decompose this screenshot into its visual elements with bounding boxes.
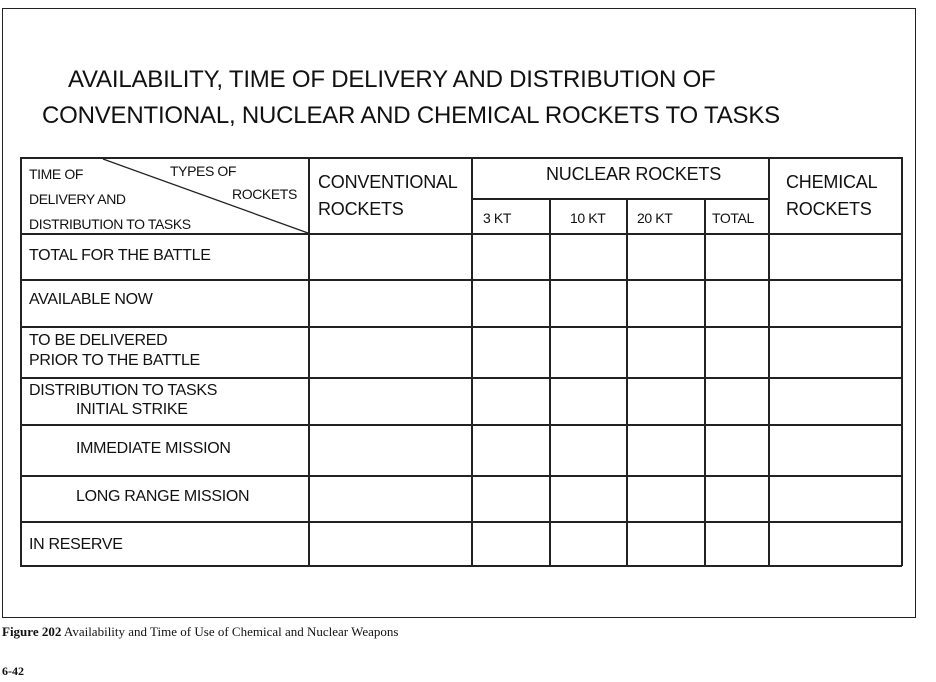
row-label-total: TOTAL FOR THE BATTLE bbox=[29, 247, 211, 264]
corner-left-line-1: TIME OF bbox=[29, 166, 83, 182]
chemical-header-2: ROCKETS bbox=[786, 199, 872, 219]
row-label-immediate: IMMEDIATE MISSION bbox=[76, 440, 231, 457]
row-label-long-range: LONG RANGE MISSION bbox=[76, 488, 250, 505]
nuclear-header: NUCLEAR ROCKETS bbox=[546, 164, 722, 184]
figure-number: Figure 202 bbox=[2, 624, 62, 639]
conventional-header-1: CONVENTIONAL bbox=[318, 172, 458, 192]
conventional-header-2: ROCKETS bbox=[318, 199, 404, 219]
figure-caption-text: Availability and Time of Use of Chemical and Nuclear Weapons bbox=[63, 624, 399, 639]
corner-left-line-3: DISTRIBUTION TO TASKS bbox=[29, 216, 191, 232]
row-label-initial-strike: INITIAL STRIKE bbox=[76, 401, 188, 418]
nuclear-sub-20kt: 20 KT bbox=[637, 210, 673, 226]
chemical-header-1: CHEMICAL bbox=[786, 172, 878, 192]
corner-right-line-2: ROCKETS bbox=[232, 186, 297, 202]
row-label-prior-battle: PRIOR TO THE BATTLE bbox=[29, 352, 200, 369]
corner-left-line-2: DELIVERY AND bbox=[29, 191, 126, 207]
row-label-distribution: DISTRIBUTION TO TASKS bbox=[29, 382, 218, 399]
row-label-reserve: IN RESERVE bbox=[29, 536, 123, 553]
title-line-1: AVAILABILITY, TIME OF DELIVERY AND DISTRIBUTION OF bbox=[68, 66, 716, 93]
title-line-2: CONVENTIONAL, NUCLEAR AND CHEMICAL ROCKETS TO TASKS bbox=[42, 102, 780, 129]
nuclear-sub-total: TOTAL bbox=[712, 210, 754, 226]
nuclear-sub-10kt: 10 KT bbox=[570, 210, 606, 226]
figure-caption bbox=[2, 624, 398, 640]
page-number: 6-42 bbox=[2, 664, 24, 678]
row-label-available: AVAILABLE NOW bbox=[29, 291, 153, 308]
nuclear-sub-3kt: 3 KT bbox=[483, 210, 511, 226]
row-label-to-be-delivered: TO BE DELIVERED bbox=[29, 332, 168, 349]
corner-right-line-1: TYPES OF bbox=[170, 163, 237, 179]
